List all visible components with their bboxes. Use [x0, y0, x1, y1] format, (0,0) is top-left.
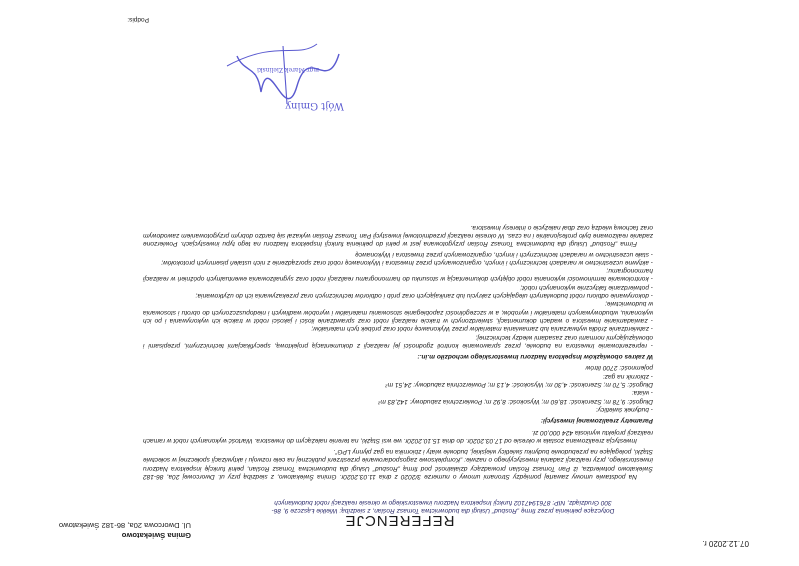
duty-item: - aktywne uczestnictwo w naradach technicznych i innych, organizowanych przez Inwestora i Wykonawcę robót oraz sporządzenie z nich ustaleń pisemnych protokołów;	[161, 258, 653, 266]
sender-address: Ul. Dworcowa 20a, 86-182 Świekatowo	[58, 521, 191, 530]
duty-item: - zawiadamianie Inwestora o wadach dokumentacji, stwierdzonych w trakcie realizacji robót oraz sprawdzanie ilości i jakości robót w trakcie ich wykonywania i po ich wykonaniu, wbudowywanych materiałów i wyrobów, a w szczególności zapobieganie stosowaniu materiałów i wyrobów wadliwych i niedopuszczonych do obrotu i stosowania w budownictwie;	[143, 300, 653, 324]
parameter-item: - budynek świetlicy:	[595, 405, 653, 413]
duty-item: - reprezentowanie Inwestora na budowie, przez sprawowanie kontroli zgodności jej realizacji z dokumentacją projektową, specyfikacjami technicznymi, przepisami i obowiązującymi normami oraz zasadami wiedzy technicznej;	[143, 333, 653, 349]
duty-item: - kontrolowanie terminowości wykonania robót objętych dokumentacją w stosunku do harmonogramu realizacji robót oraz sygnalizowania ewentualnych opóźnień w realizacji harmonogramu;	[143, 267, 653, 283]
subject-line	[183, 498, 703, 514]
parameters-list	[143, 363, 653, 413]
duty-item: - zatwierdzanie źródła wytwarzania lub zamawiania materiałów przez Wykonawcę robót oraz próbek tych materiałów;	[311, 325, 653, 333]
letter-body	[143, 219, 653, 480]
signature-label: Podpis:	[127, 16, 149, 23]
completion-paragraph: Inwestycja zrealizowana została w okresie od 17.03.2020r. do dnia 15.10.2020r. we wsi Stążki, na terenie należącym do Inwestora. Wartość wykonanych robót w ramach realizacji projektu wyniosła 424 000,00 zł.	[143, 428, 653, 444]
parameter-item: - zbiornik na gaz:	[602, 372, 653, 380]
parameter-item: pojemność: 2700 litrów	[585, 364, 653, 372]
duties-heading: W zakres obowiązków Inspektora Nadzoru Inwestorskiego wchodziło m.in.:	[417, 353, 653, 361]
subject-line-1: Dotyczące pełnienia przez firmę „Rosbud” Usługi dla budownictwa Tomasz Roślan, z siedzibą: Wielkie Łąszcze 9, 86-	[271, 507, 615, 514]
summary-paragraph: Firma „Rosbud” Usługi dla budownictwa Tomasz Roślan przygotowana jest w pełni do pełnienia funkcji Inspektora Nadzoru na tego typu inwestycjach. Powierzone zadanie realizowane było profesjonalnie i na czas. W okresie realizacji przedmiotowej inwestycji Pan Tomasz Roślan wykazał się bardzo dobrym przygotowaniem zawodowym oraz fachową wiedzą oraz dbał należycie o interesy Inwestora.	[143, 223, 653, 248]
signature-stroke	[237, 54, 339, 99]
stamp-title: Wójt Gminy	[285, 100, 344, 111]
intro-paragraph: Na podstawie umowy zawartej pomiędzy Stronami umowy o numerze 3/2020 z dnia 11.03.2020r. Gmina Świekatowo, z siedzibą przy ul. Dworcowej 20a, 86-182 Świekatowo potwierdza, iż Pan Tomasz Roślan prowadzący działalność pod firmą „Rosbud” Usługi dla budownictwa Tomasz Roślan, pełnił funkcję inspektora Nadzoru inwestorskiego, przy realizacji zadania inwestycyjnego o nazwie: „Kompleksowe zagospodarowanie przestrzeni publicznej na cele rozwoju i aktywizacji społecznej w sołectwie Stążki, polegające na przebudowie budynku świetlicy wiejskiej, budowie wiaty i zbiornika na gaz płynny LPG”.	[143, 448, 653, 480]
document-title: REFERENCJE	[344, 512, 455, 529]
duties-list	[143, 249, 653, 349]
parameters-heading: Parametry zrealizowanej inwestycji:	[540, 417, 653, 425]
parameter-item: Długość: 5,70 m; Szerokość: 4,30 m; Wysokość: 4,13 m; Powierzchnia zabudowy: 24,51 m²	[385, 381, 653, 389]
parameter-item: - wiata:	[631, 389, 653, 397]
parameter-item: Długość: 9,78 m; Szerokość: 18,60 m; Wysokość: 8,92 m; Powierzchnia zabudowy: 142,83 m²	[378, 397, 653, 405]
document-date: 07.12.2020 r.	[702, 539, 749, 548]
duty-item: - potwierdzanie faktycznie wykonanych robót;	[520, 283, 653, 291]
subject-line-2: 300 Grudziądz, NIP: 8761947102 funkcji Inspektora Nadzoru inwestorskiego w okresie realizacji robót budowlanych	[274, 499, 612, 506]
sender-name: Gmina Świekatowo	[121, 531, 191, 540]
duty-item: - stałe uczestnictwo w naradach technicznych i innych, organizowanych przez Inwestora i Wykonawcę	[355, 250, 653, 258]
stamp-subtitle: mgr Marek Zielinski	[257, 66, 319, 73]
duty-item: - dokonywanie odbioru robót budowlanych ulegających zakryciu lub zanikających oraz prób i odbiorów technicznych oraz przekazywania ich do użytkowania;	[195, 292, 653, 300]
